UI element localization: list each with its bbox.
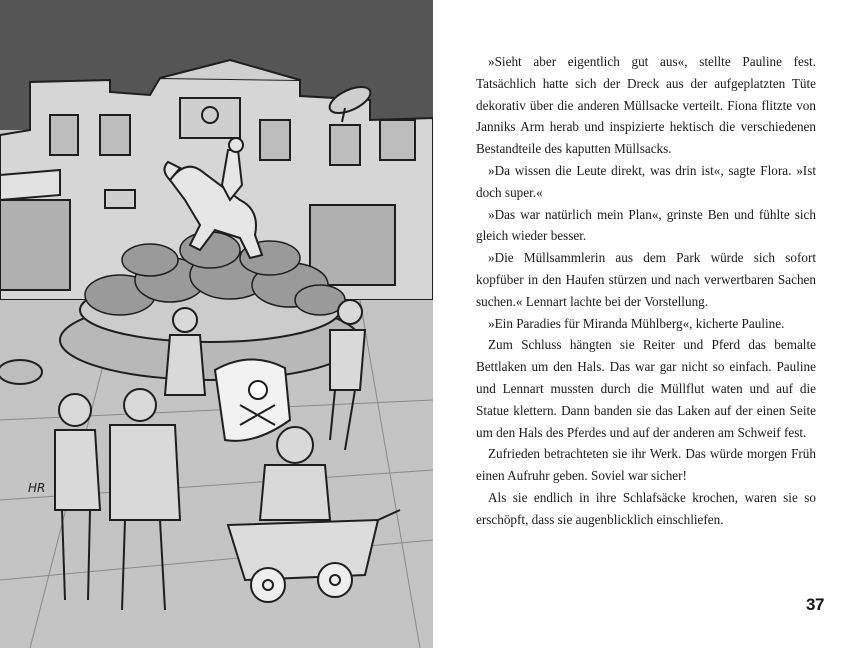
paragraph-4: »Die Müllsammlerin aus dem Park würde sich sofort kopfüber in den Haufen stürzen und nach verwertbaren Sachen suchen.« Lennart lachte bei der Vorstellung. bbox=[476, 250, 816, 309]
paragraph-6: Zum Schluss hängten sie Reiter und Pferd das bemalte Bettlaken um den Hals. Das war gar nicht so einfach. Pauline und Lennart mussten durch die Müllflut waten und auf die Statue klettern. Dann banden sie das Laken auf der einen Seite um den Hals des Pferdes und auf der anderen am Schweif fest. bbox=[476, 337, 816, 440]
paragraph-3: »Das war natürlich mein Plan«, grinste Ben und fühlte sich gleich wieder besser. bbox=[476, 206, 816, 244]
page-number: 37 bbox=[806, 595, 824, 614]
artist-signature: HR bbox=[28, 481, 46, 495]
paragraph-8: Als sie endlich in ihre Schlafsäcke krochen, waren sie so erschöpft, dass sie augenblicklich einschliefen. bbox=[476, 489, 816, 527]
paragraph-5: »Ein Paradies für Miranda Mühlberg«, kicherte Pauline. bbox=[488, 315, 785, 331]
paragraph-7: Zufrieden betrachteten sie ihr Werk. Das würde morgen Früh einen Aufruhr geben. Soviel war sicher! bbox=[476, 446, 816, 484]
paragraph-1: »Sieht aber eigentlich gut aus«, stellte Pauline fest. Tatsächlich hatte sich der Dreck aus der aufgeplatzten Tüte dekorativ über die anderen Müllsacke verteilt. Fiona flitzte von Janniks Arm herab und inspizierte hektisch die verschiedenen Bestandteile des kaputten Müllsacks. bbox=[476, 54, 816, 157]
dog-figure bbox=[0, 360, 42, 384]
story-text bbox=[476, 51, 816, 531]
paragraph-2: »Da wissen die Leute direkt, was drin ist«, sagte Flora. »Ist doch super.« bbox=[476, 162, 816, 200]
